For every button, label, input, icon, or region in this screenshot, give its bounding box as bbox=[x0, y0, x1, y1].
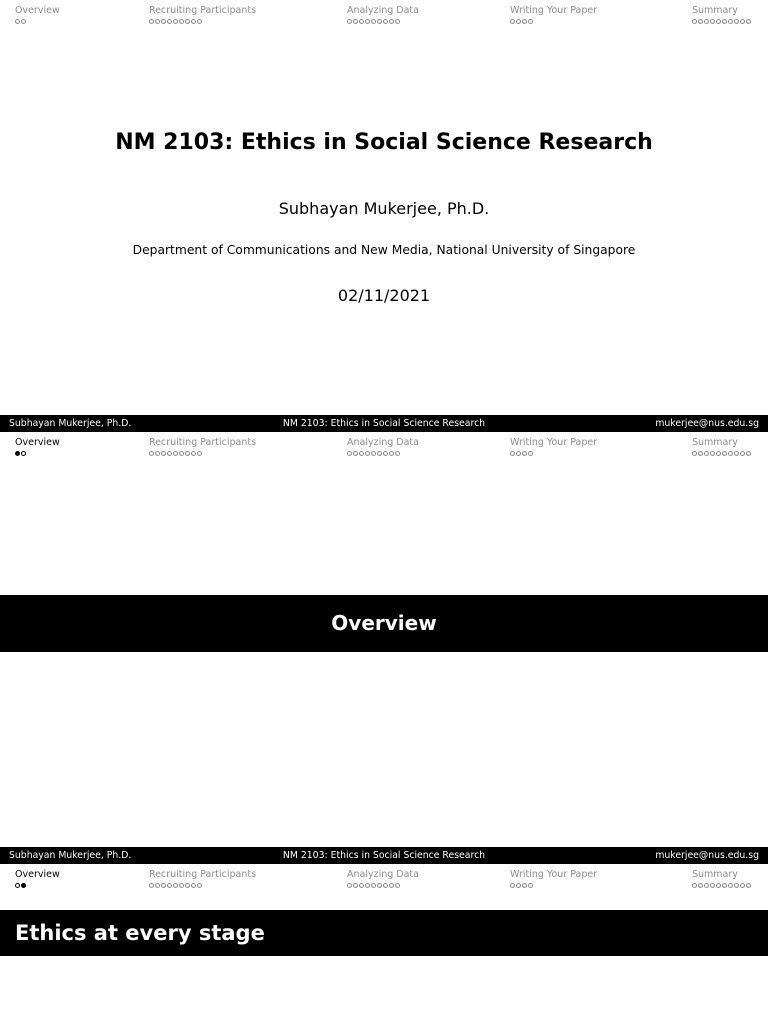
footer-title: NM 2103: Ethics in Social Science Research bbox=[282, 850, 486, 861]
nav-frame-dot[interactable] bbox=[389, 19, 394, 24]
nav-frame-dot[interactable] bbox=[185, 451, 190, 456]
nav-frame-dots bbox=[692, 449, 751, 458]
section-navigation bbox=[0, 864, 768, 896]
nav-frame-dot[interactable] bbox=[740, 19, 745, 24]
nav-section-label[interactable]: Analyzing Data bbox=[347, 437, 419, 448]
nav-frame-dot[interactable] bbox=[522, 19, 527, 24]
nav-frame-dot[interactable] bbox=[15, 883, 20, 888]
content-slide bbox=[0, 864, 768, 1024]
nav-frame-dot[interactable] bbox=[716, 19, 721, 24]
nav-frame-dot[interactable] bbox=[704, 451, 709, 456]
nav-frame-dot[interactable] bbox=[734, 451, 739, 456]
nav-frame-dot[interactable] bbox=[161, 883, 166, 888]
nav-frame-dot[interactable] bbox=[389, 451, 394, 456]
nav-frame-dot[interactable] bbox=[692, 19, 697, 24]
nav-frame-dots bbox=[347, 881, 419, 890]
nav-frame-dot[interactable] bbox=[746, 883, 751, 888]
nav-section-label[interactable]: Recruiting Participants bbox=[149, 437, 257, 448]
nav-frame-dot[interactable] bbox=[528, 19, 533, 24]
presentation-date: 02/11/2021 bbox=[337, 286, 431, 305]
section-heading: Overview bbox=[0, 595, 768, 652]
nav-frame-dot[interactable] bbox=[704, 883, 709, 888]
section-slide bbox=[0, 432, 768, 864]
nav-frame-dot[interactable] bbox=[149, 451, 154, 456]
nav-frame-dot[interactable] bbox=[149, 19, 154, 24]
nav-frame-dot[interactable] bbox=[371, 451, 376, 456]
nav-frame-dot[interactable] bbox=[698, 19, 703, 24]
nav-section[interactable] bbox=[692, 869, 751, 890]
nav-frame-dot[interactable] bbox=[167, 19, 172, 24]
nav-frame-dot[interactable] bbox=[167, 883, 172, 888]
nav-frame-dot[interactable] bbox=[197, 883, 202, 888]
nav-section[interactable] bbox=[347, 5, 419, 26]
nav-frame-dots bbox=[347, 17, 419, 26]
nav-section[interactable] bbox=[692, 437, 751, 458]
nav-section-label[interactable]: Writing Your Paper bbox=[510, 869, 598, 880]
presentation-author: Subhayan Mukerjee, Ph.D. bbox=[278, 199, 490, 218]
nav-frame-dot[interactable] bbox=[179, 883, 184, 888]
nav-section[interactable] bbox=[347, 869, 419, 890]
nav-section[interactable] bbox=[149, 869, 256, 890]
nav-frame-dots bbox=[15, 881, 60, 890]
nav-frame-dot[interactable] bbox=[510, 883, 515, 888]
nav-frame-dot[interactable] bbox=[383, 19, 388, 24]
nav-frame-dot[interactable] bbox=[161, 19, 166, 24]
nav-frame-dot[interactable] bbox=[197, 451, 202, 456]
nav-frame-dot[interactable] bbox=[365, 451, 370, 456]
nav-frame-dot[interactable] bbox=[15, 19, 20, 24]
section-navigation bbox=[0, 432, 768, 464]
nav-frame-dots bbox=[692, 881, 751, 890]
nav-frame-dot[interactable] bbox=[395, 451, 400, 456]
nav-frame-dot[interactable] bbox=[510, 19, 515, 24]
nav-section[interactable] bbox=[149, 437, 256, 458]
nav-frame-dot[interactable] bbox=[21, 451, 26, 456]
nav-section-label[interactable]: Recruiting Participants bbox=[149, 5, 257, 16]
nav-section-label[interactable]: Summary bbox=[692, 5, 738, 16]
nav-frame-dot[interactable] bbox=[365, 883, 370, 888]
nav-frame-dot[interactable] bbox=[371, 19, 376, 24]
nav-frame-dot[interactable] bbox=[716, 451, 721, 456]
nav-frame-dot[interactable] bbox=[698, 883, 703, 888]
nav-frame-dot[interactable] bbox=[522, 883, 527, 888]
nav-section[interactable] bbox=[692, 5, 751, 26]
nav-section-label[interactable]: Summary bbox=[692, 869, 738, 880]
nav-frame-dot[interactable] bbox=[377, 19, 382, 24]
nav-frame-dot[interactable] bbox=[353, 883, 358, 888]
nav-frame-dot[interactable] bbox=[734, 19, 739, 24]
nav-frame-dot[interactable] bbox=[179, 451, 184, 456]
nav-frame-dot[interactable] bbox=[383, 451, 388, 456]
nav-frame-dot[interactable] bbox=[516, 883, 521, 888]
nav-frame-dots bbox=[510, 17, 597, 26]
nav-frame-dots bbox=[15, 449, 60, 458]
nav-frame-dots bbox=[149, 449, 256, 458]
nav-section-label[interactable]: Recruiting Participants bbox=[149, 869, 257, 880]
nav-section[interactable] bbox=[15, 869, 60, 890]
nav-frame-dot[interactable] bbox=[347, 19, 352, 24]
nav-frame-dot[interactable] bbox=[155, 19, 160, 24]
nav-section[interactable] bbox=[149, 5, 256, 26]
nav-frame-dot[interactable] bbox=[371, 883, 376, 888]
footer-email: mukerjee@nus.edu.sg bbox=[655, 418, 759, 429]
nav-section-label[interactable]: Writing Your Paper bbox=[510, 437, 598, 448]
nav-section[interactable] bbox=[347, 437, 419, 458]
nav-frame-dots bbox=[510, 449, 597, 458]
nav-frame-dot[interactable] bbox=[734, 883, 739, 888]
nav-frame-dot[interactable] bbox=[722, 883, 727, 888]
title-slide bbox=[0, 0, 768, 432]
nav-frame-dot[interactable] bbox=[746, 451, 751, 456]
nav-section[interactable] bbox=[510, 5, 597, 26]
nav-frame-dot[interactable] bbox=[359, 451, 364, 456]
nav-frame-dot[interactable] bbox=[377, 883, 382, 888]
nav-frame-dot[interactable] bbox=[155, 451, 160, 456]
footer-author: Subhayan Mukerjee, Ph.D. bbox=[9, 418, 132, 429]
nav-frame-dot[interactable] bbox=[395, 19, 400, 24]
nav-frame-dot[interactable] bbox=[353, 451, 358, 456]
nav-frame-dot[interactable] bbox=[383, 883, 388, 888]
nav-section[interactable] bbox=[15, 437, 60, 458]
nav-frame-dot[interactable] bbox=[389, 883, 394, 888]
frame-title-bar bbox=[0, 910, 768, 956]
nav-frame-dot[interactable] bbox=[21, 19, 26, 24]
nav-frame-dot[interactable] bbox=[395, 883, 400, 888]
nav-frame-dot[interactable] bbox=[704, 19, 709, 24]
nav-frame-dot[interactable] bbox=[191, 451, 196, 456]
nav-frame-dot[interactable] bbox=[722, 451, 727, 456]
nav-frame-dot[interactable] bbox=[359, 19, 364, 24]
nav-section-label[interactable]: Analyzing Data bbox=[347, 869, 419, 880]
nav-frame-dots bbox=[149, 881, 256, 890]
nav-frame-dot[interactable] bbox=[710, 19, 715, 24]
nav-frame-dots bbox=[15, 17, 60, 26]
nav-frame-dot[interactable] bbox=[716, 883, 721, 888]
nav-frame-dots bbox=[149, 17, 256, 26]
footer-email: mukerjee@nus.edu.sg bbox=[655, 850, 759, 861]
slide-footer bbox=[0, 847, 768, 864]
nav-frame-dot[interactable] bbox=[510, 451, 515, 456]
nav-frame-dot[interactable] bbox=[15, 451, 20, 456]
nav-frame-dots bbox=[692, 17, 751, 26]
nav-frame-dot[interactable] bbox=[740, 883, 745, 888]
nav-section-label[interactable]: Overview bbox=[15, 869, 60, 880]
nav-frame-dot[interactable] bbox=[149, 883, 154, 888]
nav-frame-dot[interactable] bbox=[191, 883, 196, 888]
nav-frame-dot[interactable] bbox=[185, 19, 190, 24]
nav-section-label[interactable]: Writing Your Paper bbox=[510, 5, 598, 16]
nav-section[interactable] bbox=[15, 5, 60, 26]
nav-frame-dot[interactable] bbox=[173, 451, 178, 456]
nav-frame-dots bbox=[510, 881, 597, 890]
nav-frame-dots bbox=[347, 449, 419, 458]
nav-section-label[interactable]: Overview bbox=[15, 437, 60, 448]
nav-section-label[interactable]: Overview bbox=[15, 5, 60, 16]
nav-frame-dot[interactable] bbox=[185, 883, 190, 888]
nav-frame-dot[interactable] bbox=[377, 451, 382, 456]
nav-frame-dot[interactable] bbox=[740, 451, 745, 456]
nav-frame-dot[interactable] bbox=[728, 883, 733, 888]
footer-author: Subhayan Mukerjee, Ph.D. bbox=[9, 850, 132, 861]
slide-footer bbox=[0, 415, 768, 432]
nav-frame-dot[interactable] bbox=[353, 19, 358, 24]
nav-section-label[interactable]: Summary bbox=[692, 437, 738, 448]
nav-frame-dot[interactable] bbox=[155, 883, 160, 888]
frame-title: Ethics at every stage bbox=[15, 921, 265, 945]
nav-frame-dot[interactable] bbox=[728, 451, 733, 456]
nav-frame-dot[interactable] bbox=[692, 451, 697, 456]
nav-frame-dot[interactable] bbox=[522, 451, 527, 456]
presentation-institute: Department of Communications and New Media, National University of Singapore bbox=[132, 243, 636, 257]
nav-frame-dot[interactable] bbox=[710, 451, 715, 456]
nav-section-label[interactable]: Analyzing Data bbox=[347, 5, 419, 16]
nav-frame-dot[interactable] bbox=[365, 19, 370, 24]
presentation-title: NM 2103: Ethics in Social Science Research bbox=[115, 130, 653, 155]
nav-frame-dot[interactable] bbox=[347, 883, 352, 888]
nav-frame-dot[interactable] bbox=[728, 19, 733, 24]
nav-frame-dot[interactable] bbox=[528, 451, 533, 456]
nav-section[interactable] bbox=[510, 869, 597, 890]
nav-frame-dot[interactable] bbox=[710, 883, 715, 888]
nav-frame-dot[interactable] bbox=[528, 883, 533, 888]
footer-title: NM 2103: Ethics in Social Science Research bbox=[282, 418, 486, 429]
nav-frame-dot[interactable] bbox=[692, 883, 697, 888]
nav-frame-dot[interactable] bbox=[359, 883, 364, 888]
nav-frame-dot[interactable] bbox=[347, 451, 352, 456]
nav-frame-dot[interactable] bbox=[516, 19, 521, 24]
nav-frame-dot[interactable] bbox=[179, 19, 184, 24]
nav-frame-dot[interactable] bbox=[516, 451, 521, 456]
nav-frame-dot[interactable] bbox=[21, 883, 26, 888]
nav-frame-dot[interactable] bbox=[161, 451, 166, 456]
nav-frame-dot[interactable] bbox=[173, 19, 178, 24]
nav-frame-dot[interactable] bbox=[197, 19, 202, 24]
nav-frame-dot[interactable] bbox=[698, 451, 703, 456]
nav-frame-dot[interactable] bbox=[167, 451, 172, 456]
nav-section[interactable] bbox=[510, 437, 597, 458]
nav-frame-dot[interactable] bbox=[746, 19, 751, 24]
nav-frame-dot[interactable] bbox=[191, 19, 196, 24]
section-navigation bbox=[0, 0, 768, 32]
nav-frame-dot[interactable] bbox=[722, 19, 727, 24]
nav-frame-dot[interactable] bbox=[173, 883, 178, 888]
